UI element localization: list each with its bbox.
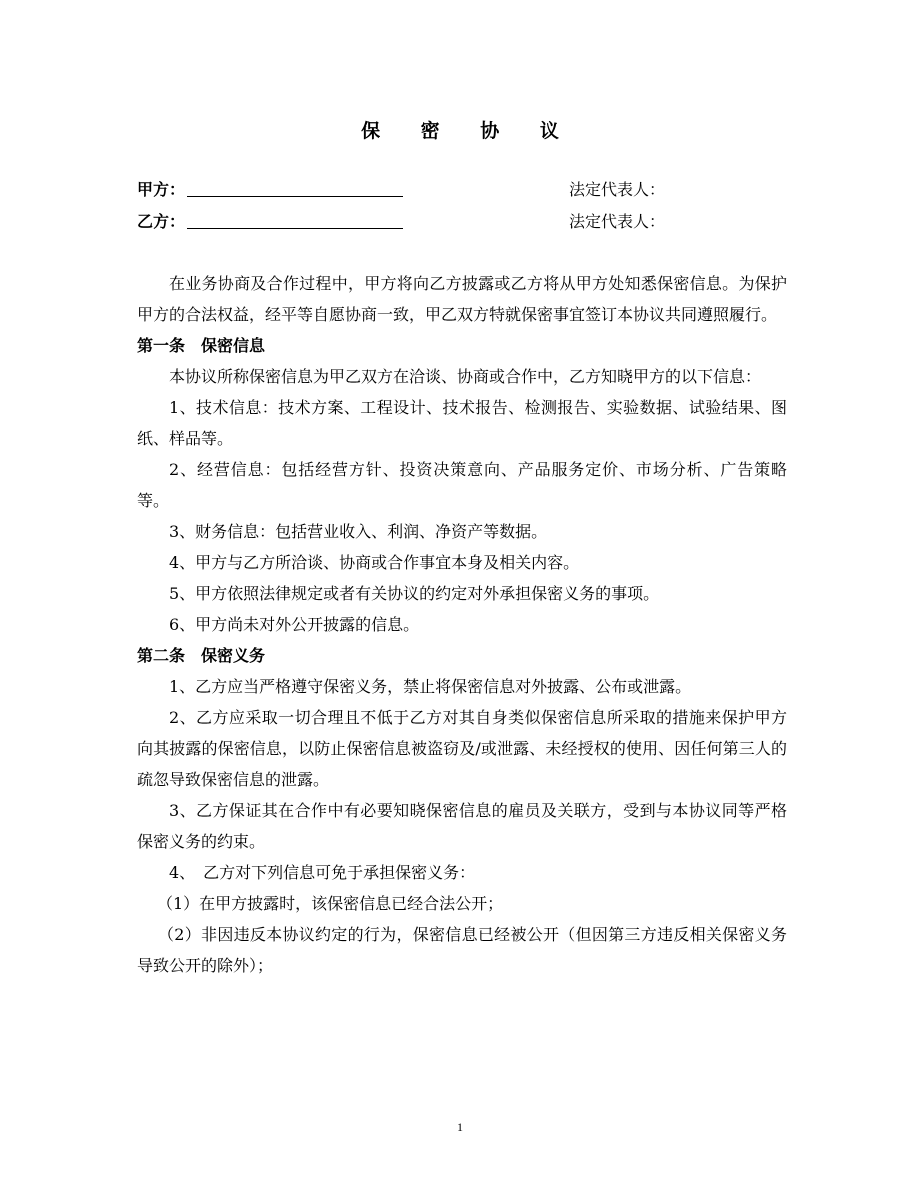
article-1-item-5: 5、甲方依照法律规定或者有关协议的约定对外承担保密义务的事项。: [169, 584, 660, 603]
article-2-subitem-2: （2）非因违反本协议约定的行为，保密信息已经被公开（但因第三方违反相关保密义务导致公开的除外）；: [137, 925, 787, 975]
preamble-paragraph: 在业务协商及合作过程中，甲方将向乙方披露或乙方将从甲方处知悉保密信息。为保护甲方的合法权益，经平等自愿协商一致，甲乙双方特就保密事宜签订本协议共同遵照履行。: [137, 274, 787, 324]
party-a-row: [137, 178, 403, 202]
article-1-item-4: 4、甲方与乙方所洽谈、协商或合作事宜本身及相关内容。: [169, 553, 580, 572]
article-1-intro: 本协议所称保密信息为甲乙双方在洽谈、协商或合作中，乙方知晓甲方的以下信息：: [169, 367, 762, 386]
party-a-blank-line: [187, 180, 403, 197]
article-2-item-3: 3、乙方保证其在合作中有必要知晓保密信息的雇员及关联方，受到与本协议同等严格保密义务的约束。: [137, 801, 787, 851]
article-1-item-3: 3、财务信息：包括营业收入、利润、净资产等数据。: [169, 522, 548, 541]
page-number: 1: [457, 1120, 463, 1134]
article-2-item-4: 4、 乙方对下列信息可免于承担保密义务：: [169, 863, 476, 882]
document-title: 保 密 协 议: [361, 120, 576, 142]
article-1-title: 保密信息: [201, 336, 266, 355]
article-1-item-1: 1、技术信息：技术方案、工程设计、技术报告、检测报告、实验数据、试验结果、图纸、样品等。: [137, 398, 787, 448]
article-2-heading: [137, 640, 787, 671]
article-2-title: 保密义务: [201, 646, 266, 665]
party-b-legal-rep-label: 法定代表人：: [569, 212, 666, 231]
article-1-item-2: 2、经营信息：包括经营方针、投资决策意向、产品服务定价、市场分析、广告策略等。: [137, 460, 787, 510]
article-2-item-2: 2、乙方应采取一切合理且不低于乙方对其自身类似保密信息所采取的措施来保护甲方向其披露的保密信息，以防止保密信息被盗窃及/或泄露、未经授权的使用、因任何第三人的疏忽导致保密信息的泄露。: [137, 708, 787, 789]
article-2-subitem-1: （1）在甲方披露时，该保密信息已经合法公开；: [157, 894, 504, 913]
party-a-legal-rep-label: 法定代表人：: [569, 180, 666, 199]
party-b-label: 乙方：: [137, 212, 186, 231]
document-body: [137, 268, 787, 981]
party-b-blank-line: [187, 212, 403, 229]
party-a-label: 甲方：: [137, 180, 186, 199]
party-b-row: [137, 210, 403, 234]
article-1-item-6: 6、甲方尚未对外公开披露的信息。: [169, 615, 420, 634]
article-1-heading: [137, 330, 787, 361]
article-1-number: 第一条: [137, 336, 186, 355]
article-2-item-1: 1、乙方应当严格遵守保密义务，禁止将保密信息对外披露、公布或泄露。: [169, 677, 692, 696]
article-2-number: 第二条: [137, 646, 186, 665]
